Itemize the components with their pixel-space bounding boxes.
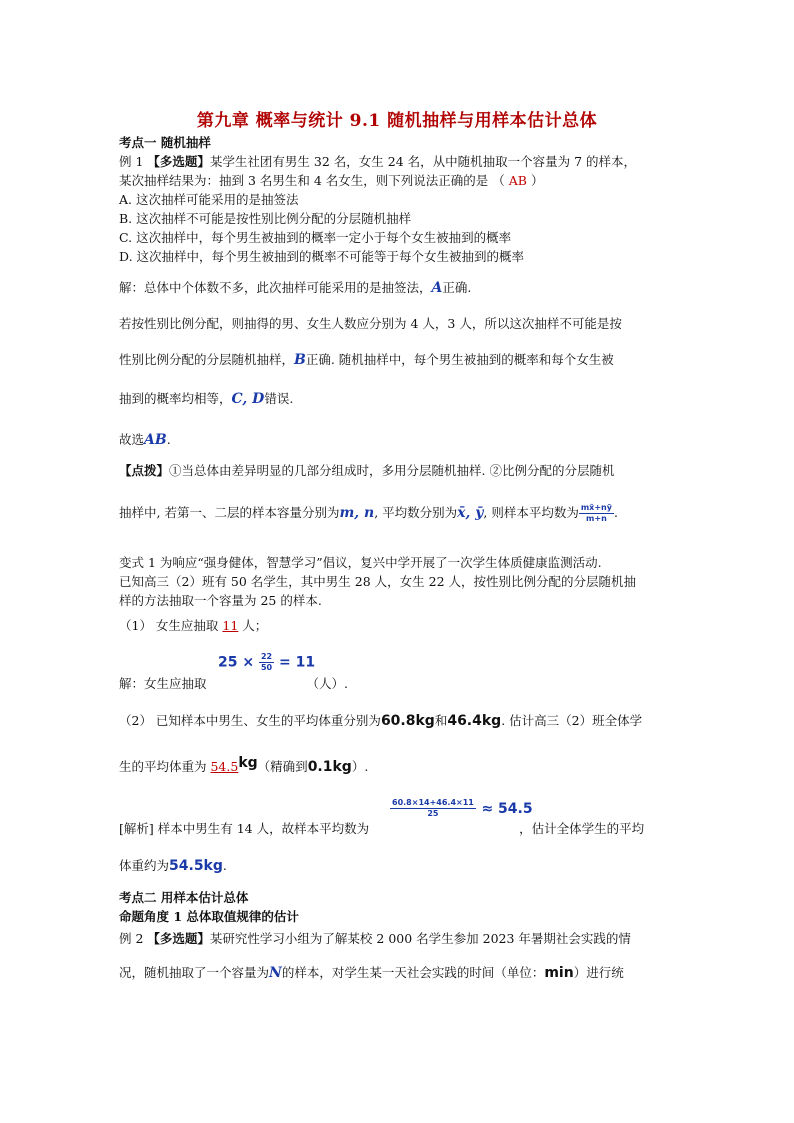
- question-text: 生的平均体重为: [119, 759, 211, 774]
- solution-text: 正确.: [442, 280, 472, 295]
- fraction-denominator: 25: [427, 809, 439, 818]
- fraction-denominator: 50: [260, 663, 273, 672]
- solution-text: 故选: [119, 432, 145, 447]
- equation-text: ≈ 54.5: [481, 801, 533, 817]
- example-text: ）进行统: [573, 965, 624, 980]
- question-type-tag: 【多选题】: [147, 931, 210, 946]
- analysis-text: 体重约为: [119, 858, 170, 873]
- math-symbol: AB: [144, 432, 167, 448]
- solution-1-line-5: [119, 431, 171, 449]
- solution-text: 解：总体中个体数不多，此次抽样可能采用的是抽签法，: [119, 280, 432, 295]
- weighted-mean-fraction: [579, 503, 614, 524]
- solution-text: 错误.: [264, 391, 294, 406]
- example-2-line-1: [119, 930, 631, 948]
- chapter-title: 第九章 概率与统计 9.1 随机抽样与用样本估计总体: [196, 111, 598, 131]
- question-type-tag: 【多选题】: [147, 154, 210, 169]
- tip-text: 抽样中, 若第一、二层的样本容量分别为: [119, 505, 340, 520]
- tip-text: , 则样本平均数为: [483, 505, 579, 520]
- fraction: [259, 652, 274, 673]
- solution-text: .: [166, 432, 171, 447]
- example-1-line-2: [119, 172, 543, 190]
- math-symbol: B: [294, 352, 306, 368]
- fraction-denominator: m+n: [586, 514, 607, 523]
- analysis-text: [解析] 样本中男生有 14 人，故样本平均数为: [119, 821, 370, 836]
- question-text: 和: [434, 713, 448, 728]
- question-text: （1） 女生应抽取: [119, 618, 223, 633]
- section-heading-1: 考点一 随机抽样: [119, 135, 211, 150]
- example-label: 例 1: [119, 154, 148, 169]
- question-text: 人；: [238, 618, 268, 633]
- option-a: A. 这次抽样可能采用的是抽签法: [119, 192, 299, 207]
- tip-line-1: [119, 462, 614, 480]
- question-text: ）.: [351, 759, 369, 774]
- variant-1-line-1: 变式 1 为响应“强身健体，智慧学习”倡议，复兴中学开展了一次学生体质健康监测活动.: [119, 555, 602, 570]
- math-value: 54.5kg: [169, 858, 223, 874]
- unit-text: min: [544, 965, 574, 981]
- tip-text: ①当总体由差异明显的几部分组成时，多用分层随机抽样. ②比例分配的分层随机: [169, 463, 615, 478]
- question-text: （精确到: [257, 759, 308, 774]
- solution-1-line-2: 若按性别比例分配，则抽得的男、女生人数应分别为 4 人，3 人，所以这次抽样不可能是按: [119, 316, 622, 331]
- solution-text: （人）.: [306, 676, 348, 691]
- analysis-text: .: [222, 858, 227, 873]
- fraction-numerator: mx̄+nȳ: [580, 503, 612, 512]
- example-text: 的样本，对学生某一天社会实践的时间（单位：: [281, 965, 545, 980]
- option-d: D. 这次抽样中，每个男生被抽到的概率不可能等于每个女生被抽到的概率: [119, 249, 525, 264]
- weighted-mean-equation: [390, 798, 533, 819]
- option-b: B. 这次抽样不可能是按性别比例分配的分层随机抽样: [119, 211, 412, 226]
- tip-line-2: [119, 500, 618, 526]
- variant-1-line-2: 已知高三（2）班有 50 名学生，其中男生 28 人，女生 22 人，按性别比例分配的分层随机抽: [119, 574, 637, 589]
- math-symbol: N: [269, 965, 282, 981]
- solution-text: 抽到的概率均相等，: [119, 391, 232, 406]
- math-symbol: C, D: [231, 391, 265, 407]
- math-symbol: x̄, ȳ: [457, 505, 484, 521]
- tip-text: , 平均数分别为: [374, 505, 458, 520]
- unit-text: kg: [238, 755, 258, 771]
- variant-1-question-2-line-2: [119, 754, 368, 776]
- example-2-line-2: [119, 964, 624, 982]
- tip-text: .: [613, 505, 618, 520]
- equation-text: 25 ×: [218, 654, 255, 671]
- solution-1-line-4: [119, 390, 293, 408]
- example-text: 某研究性学习小组为了解某校 2 000 名学生参加 2023 年暑期社会实践的情: [209, 931, 631, 946]
- tip-tag: 【点拨】: [119, 463, 170, 478]
- answer-text: 54.5: [210, 759, 239, 774]
- example-label: 例 2: [119, 931, 148, 946]
- variant-1-analysis-line-2: [119, 857, 227, 875]
- variant-1-question-2-line-1: [119, 712, 642, 730]
- example-text: 况，随机抽取了一个容量为: [119, 965, 270, 980]
- math-value: 0.1kg: [307, 759, 352, 775]
- math-symbol: m, n: [339, 505, 375, 521]
- example-1-line-1: [119, 153, 636, 171]
- equation-text: = 11: [278, 654, 316, 671]
- question-text: . 估计高三（2）班全体学: [501, 713, 643, 728]
- math-value: 46.4kg: [447, 713, 502, 729]
- variant-1-solution-1: [119, 675, 348, 693]
- answer-text: 11: [222, 618, 239, 633]
- fraction: [390, 798, 476, 819]
- proposition-angle-heading: 命题角度 1 总体取值规律的估计: [119, 909, 299, 924]
- equation-25x22-50: [218, 652, 315, 673]
- section-heading-2: 考点二 用样本估计总体: [119, 890, 249, 905]
- analysis-text: ，估计全体学生的平均: [519, 821, 645, 836]
- example-text: 某次抽样结果为：抽到 3 名男生和 4 名女生，则下列说法正确的是 （: [119, 173, 509, 188]
- option-c: C. 这次抽样中，每个男生被抽到的概率一定小于每个女生被抽到的概率: [119, 230, 512, 245]
- solution-1-line-1: [119, 279, 471, 297]
- solution-text: 解：女生应抽取: [119, 676, 207, 691]
- solution-text: 正确. 随机抽样中，每个男生被抽到的概率和每个女生被: [305, 352, 614, 367]
- solution-1-line-3: [119, 351, 614, 369]
- fraction-numerator: 22: [260, 652, 273, 661]
- variant-1-analysis-line-1: [119, 820, 644, 838]
- fraction-numerator: 60.8×14+46.4×11: [392, 798, 474, 807]
- variant-1-question-1: [119, 617, 267, 635]
- question-text: （2） 已知样本中男生、女生的平均体重分别为: [119, 713, 381, 728]
- math-symbol: A: [431, 280, 443, 296]
- example-text: ）: [526, 173, 544, 188]
- variant-1-line-3: 样的方法抽取一个容量为 25 的样本.: [119, 593, 322, 608]
- math-value: 60.8kg: [380, 713, 435, 729]
- solution-text: 性别比例分配的分层随机抽样，: [119, 352, 295, 367]
- example-text: 某学生社团有男生 32 名，女生 24 名，从中随机抽取一个容量为 7 的样本，: [209, 154, 637, 169]
- answer-text: AB: [508, 173, 527, 188]
